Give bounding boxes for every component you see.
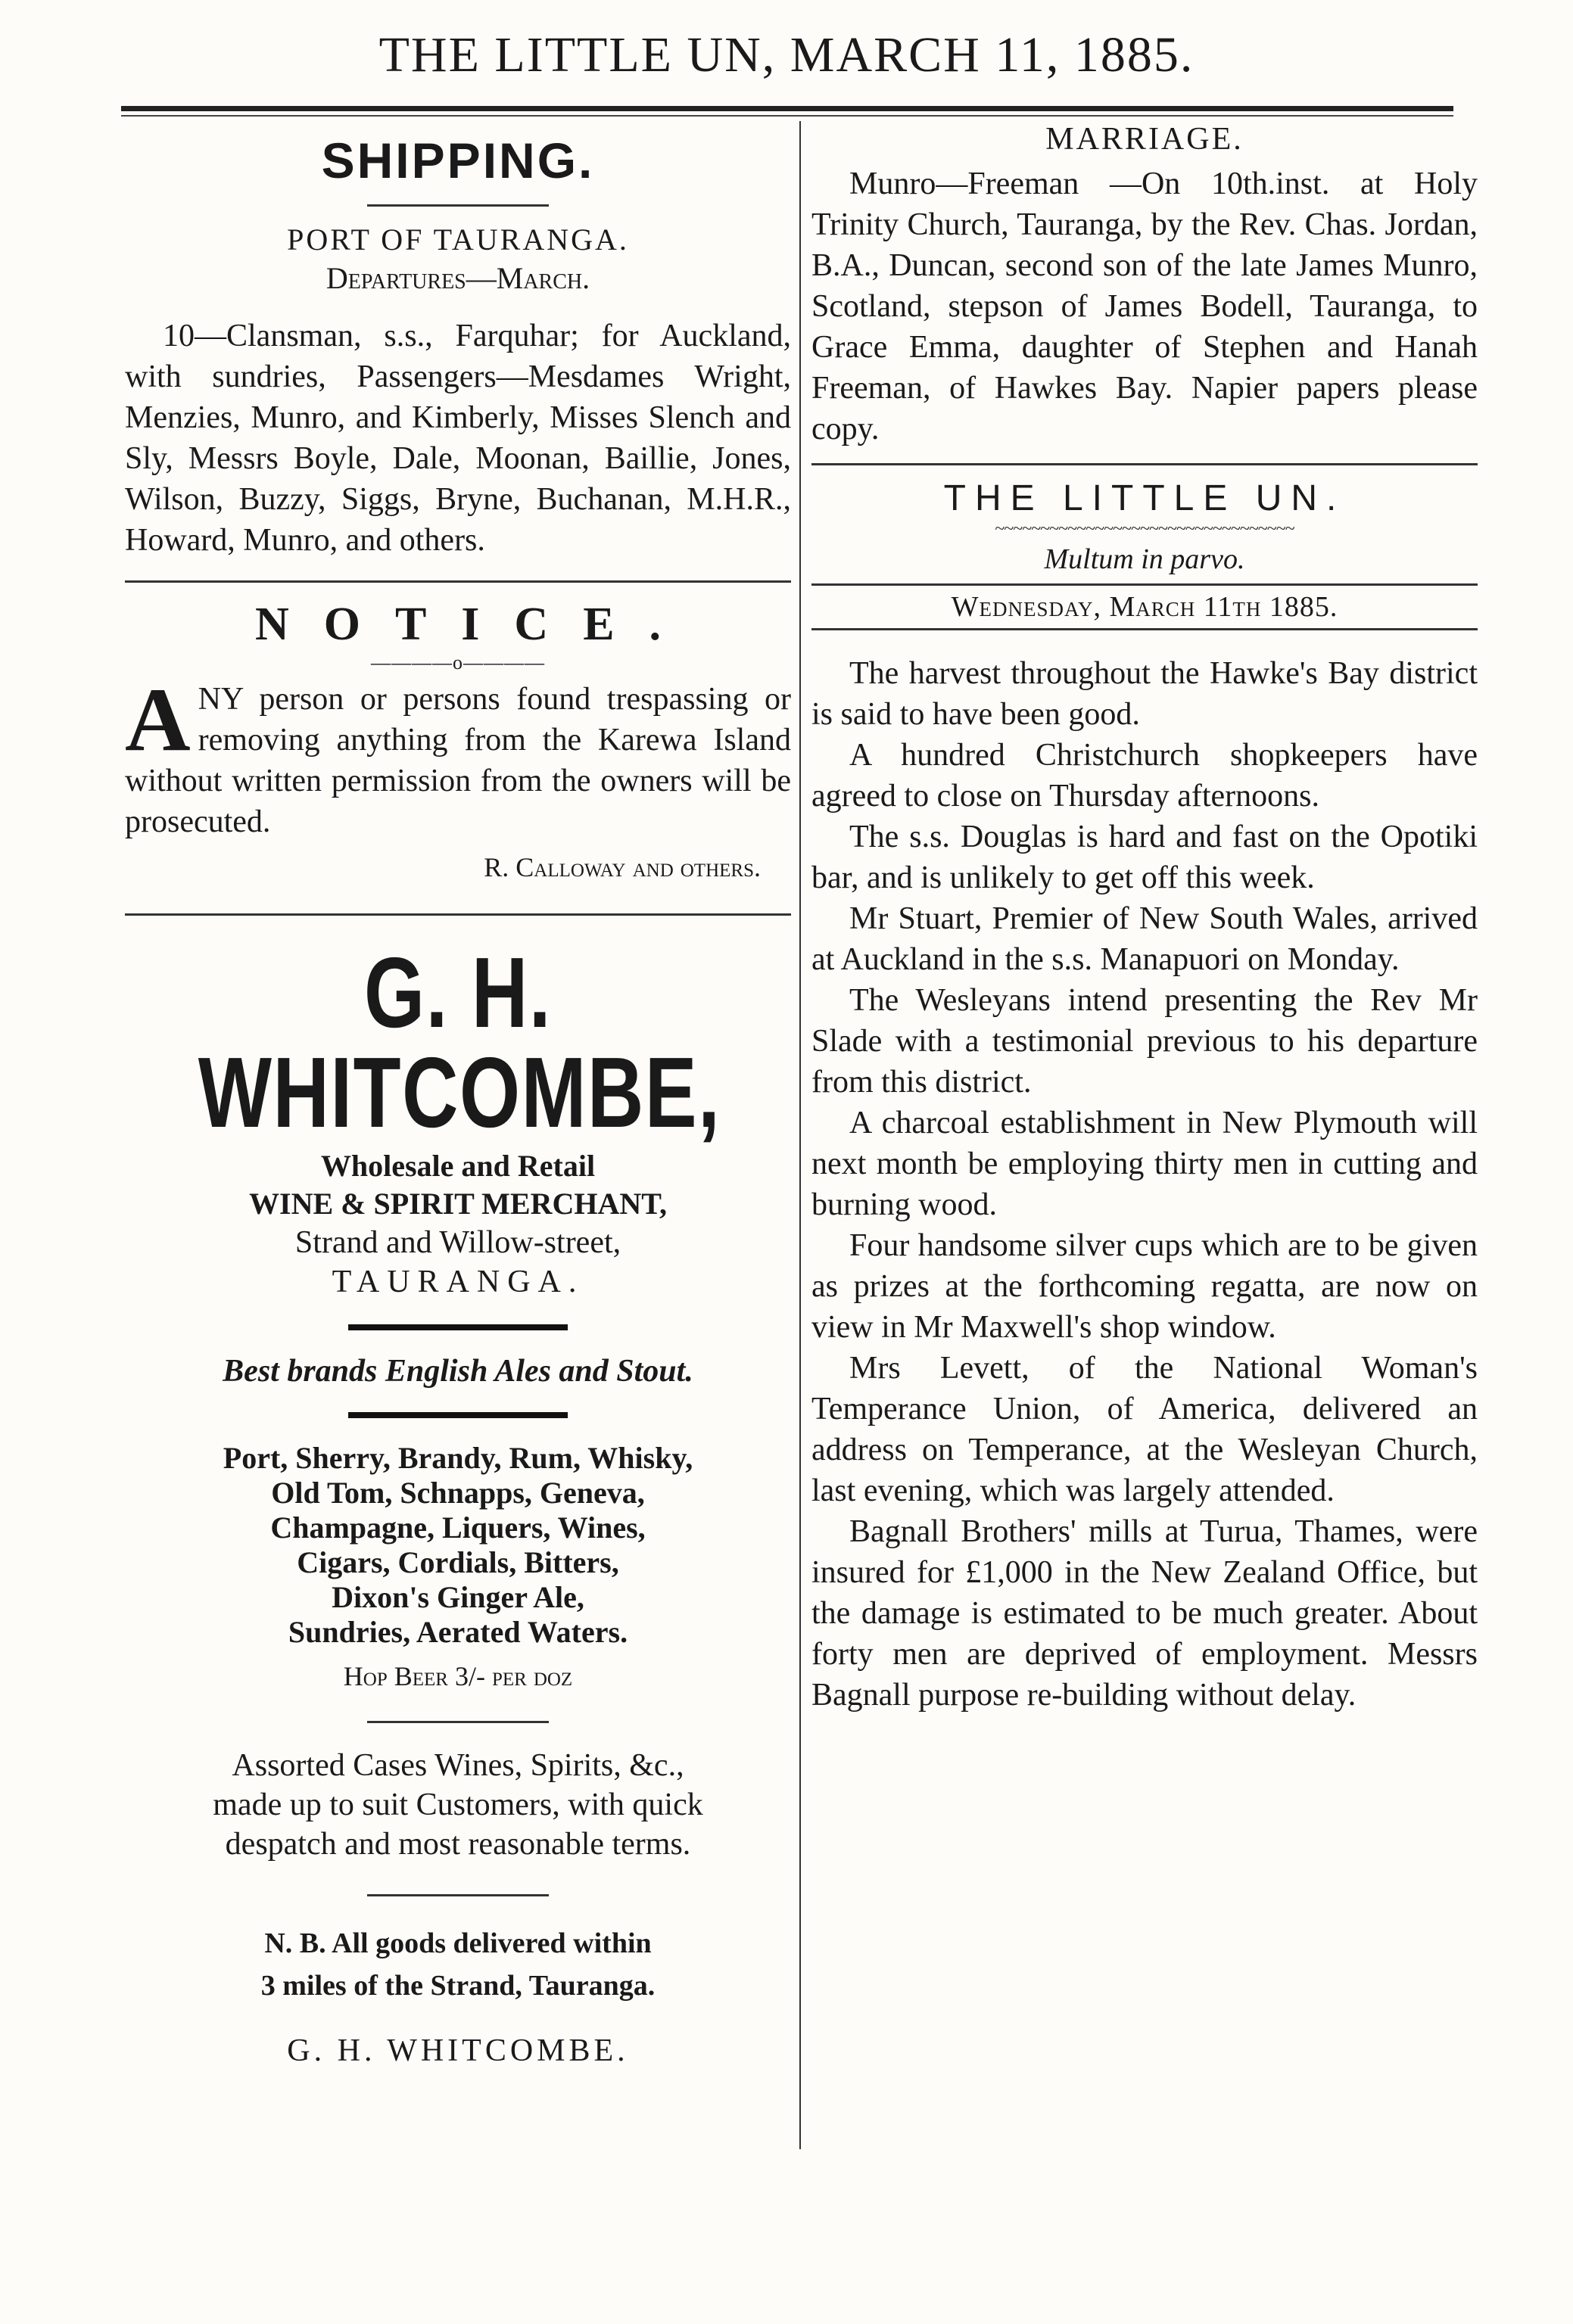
section-rule [811, 463, 1478, 465]
news-item: Mrs Levett, of the National Woman's Temperance Union, of America, delivered an address on Temperance, at the Wesleyan Church, last evening, which was largely attended. [811, 1351, 1478, 1508]
port-title: PORT OF TAURANGA. [287, 222, 629, 257]
advert-line: TAURANGA. [332, 1265, 584, 1299]
whitcombe-advert [125, 937, 791, 2069]
assorted-line: despatch and most reasonable terms. [225, 1827, 691, 1862]
marriage-text: Munro—Freeman —On 10th.inst. at Holy Trinity Church, Tauranga, by the Rev. Chas. Jordan, B.A., Duncan, second son of the late James Munro, Scotland, stepson of James Bodell, Tauranga, to Grace Emma, daughter of Stephen and Hanah Freeman, of Hawkes Bay. Napier papers please copy. [811, 166, 1478, 446]
advert-line: WINE & SPIRIT MERCHANT, [249, 1187, 667, 1221]
shipping-entry: 10—Clansman, s.s., Farquhar; for Auckland, with sundries, Passengers—Mesdames Wright, Menzies, Munro, and Kimberly, Misses Slench and Sly, Messrs Boyle, Dale, Moonan, Baillie, Jones, Wilson, Buzzy, Siggs, Bryne, Buchanan, M.H.R., Howard, Munro, and others. [125, 319, 791, 558]
shipping-title: SHIPPING. [321, 132, 595, 188]
news-item: A charcoal establishment in New Plymouth will next month be employing thirty men in cutting and burning wood. [811, 1106, 1478, 1222]
news-item: The harvest throughout the Hawke's Bay district is said to have been good. [811, 656, 1478, 732]
shipping-section [125, 132, 791, 561]
advert-line: Strand and Willow-street, [294, 1225, 621, 1260]
issue-date: Wednesday, March 11th 1885. [951, 591, 1338, 623]
section-rule [125, 580, 791, 583]
advert-rule [367, 1721, 549, 1723]
hop-beer-price: Hop Beer 3/- per doz [343, 1661, 573, 1691]
news-item: Mr Stuart, Premier of New South Wales, arrived at Auckland in the s.s. Manapuori on Monday. [811, 901, 1478, 977]
paper-motto: Multum in parvo. [1044, 543, 1245, 575]
news-item: Four handsome silver cups which are to be given as prizes at the forthcoming regatta, are now on view in Mr Maxwell's shop window. [811, 1228, 1478, 1345]
news-item: Bagnall Brothers' mills at Turua, Thames, were insured for £1,000 in the New Zealand Office, but the damage is estimated to be much greater. About forty men are deprived of employment. Messrs Bagnall purpose re-building without delay. [811, 1514, 1478, 1713]
header-rule [121, 106, 1453, 111]
advert-list-item: Champagne, Liquers, Wines, [270, 1510, 646, 1545]
shipping-rule [367, 204, 549, 207]
notice-body [125, 669, 791, 842]
nb-line: 3 miles of the Strand, Tauranga. [260, 1970, 656, 2002]
notice-title: NOTICE. [254, 599, 696, 650]
masthead [811, 478, 1478, 630]
notice-text: NY person or persons found trespassing or removing anything from the Karewa Island without written permission from the owners will be prosecuted. [125, 682, 791, 839]
notice-section [125, 598, 791, 883]
news-items [811, 653, 1478, 1716]
section-rule [125, 913, 791, 916]
news-item: A hundred Christchurch shopkeepers have agreed to close on Thursday afternoons. [811, 738, 1478, 814]
advert-name: G. H. WHITCOMBE, [198, 937, 721, 1148]
advert-list [125, 1441, 791, 1650]
news-item: The Wesleyans intend presenting the Rev Mr Slade with a testimonial previous to his departure from this district. [811, 983, 1478, 1100]
advert-bar [348, 1412, 568, 1418]
advert-slogan: Best brands English Ales and Stout. [223, 1354, 693, 1389]
marriage-title: MARRIAGE. [1045, 122, 1244, 157]
advert-line: Wholesale and Retail [320, 1149, 596, 1183]
masthead-rule [811, 583, 1478, 586]
masthead-rule [811, 628, 1478, 630]
departures-heading: Departures—March. [326, 261, 590, 295]
right-column [811, 121, 1478, 1716]
advert-list-item: Sundries, Aerated Waters. [288, 1615, 628, 1649]
notice-dropcap: A [125, 669, 191, 770]
notice-separator: ————o———— [371, 652, 545, 674]
advert-list-item: Old Tom, Schnapps, Geneva, [271, 1476, 645, 1510]
news-item: The s.s. Douglas is hard and fast on the Opotiki bar, and is unlikely to get off this week. [811, 820, 1478, 895]
page-header: THE LITTLE UN, MARCH 11, 1885. [378, 27, 1195, 82]
assorted-line: Assorted Cases Wines, Spirits, &c., [232, 1748, 684, 1783]
assorted-line: made up to suit Customers, with quick [213, 1787, 703, 1822]
left-column [125, 121, 791, 2069]
advert-list-item: Port, Sherry, Brandy, Rum, Whisky, [223, 1441, 693, 1475]
advert-signature: G. H. WHITCOMBE. [287, 2033, 629, 2068]
advert-bar [348, 1324, 568, 1330]
notice-signature: R. Calloway and others. [484, 852, 761, 882]
paper-title: THE LITTLE UN. [943, 478, 1346, 518]
advert-list-item: Dixon's Ginger Ale, [332, 1580, 584, 1614]
masthead-ornament: ~~~~~~~~~~~~~~~~~~~~~~~~~~~~~~~~~ [995, 519, 1294, 539]
nb-line: N. B. All goods delivered within [264, 1927, 652, 1959]
advert-rule [367, 1894, 549, 1896]
advert-list-item: Cigars, Cordials, Bitters, [297, 1545, 619, 1579]
marriage-section [811, 121, 1478, 450]
column-divider [799, 121, 801, 2149]
header-rule-thin [121, 115, 1453, 117]
